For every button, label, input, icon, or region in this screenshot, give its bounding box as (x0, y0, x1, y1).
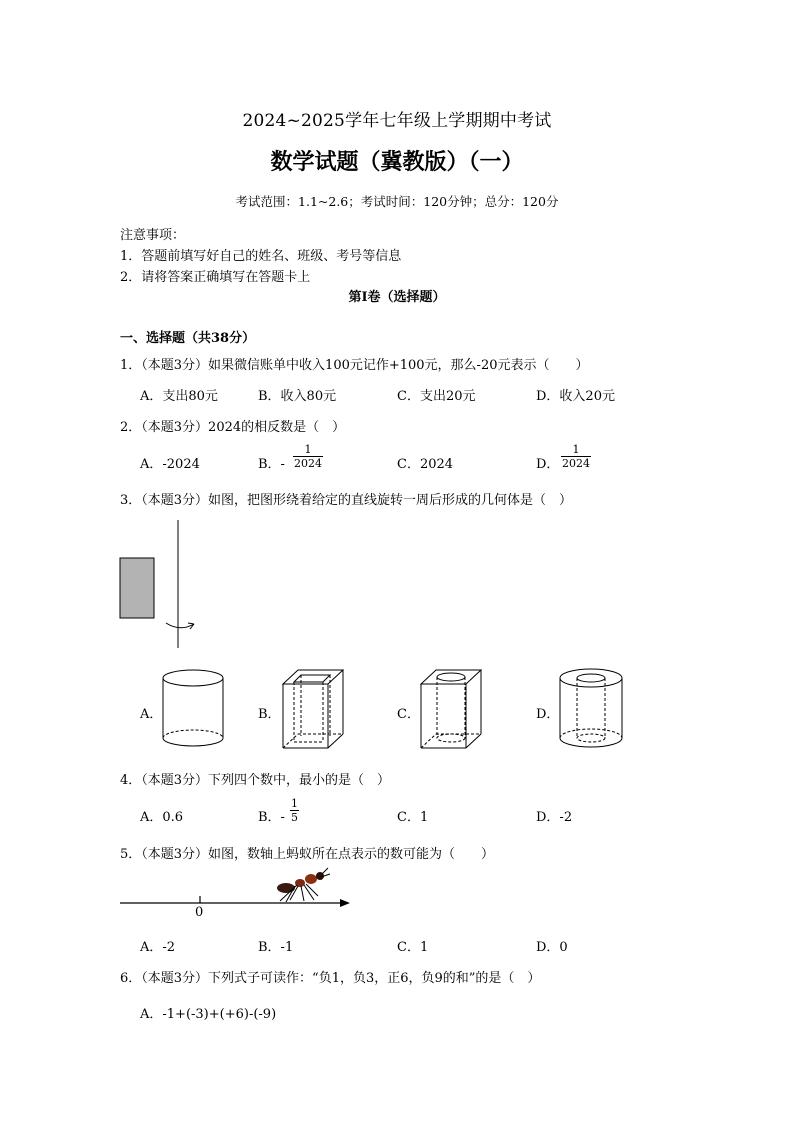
option-b: B．-1 (258, 940, 294, 955)
option-d: D．收入20元 (536, 389, 615, 404)
volume-title: 第I卷（选择题） (348, 290, 446, 305)
fraction-b (293, 443, 323, 470)
hollow-cylinder-figure (556, 666, 628, 754)
option-a: A．支出80元 (140, 389, 218, 404)
option-c: C． (397, 707, 420, 722)
option-b: B．- (258, 810, 285, 825)
question-stem: 6．（本题3分）下列式子可读作：“负1，负3，正6，负9的和”的是（ ） (120, 971, 541, 986)
shaded-rectangle (120, 558, 154, 618)
fraction-numerator: 1 (572, 443, 580, 456)
option-a: A．0.6 (140, 810, 184, 825)
question-stem: 4．（本题3分）下列四个数中，最小的是（ ） (120, 773, 391, 788)
option-d: D． (536, 707, 560, 722)
question-stem: 2．（本题3分）2024的相反数是（ ） (120, 420, 346, 435)
option-a: A．-2 (140, 940, 176, 955)
exam-title: 2024~2025学年七年级上学期期中考试 (242, 111, 552, 131)
rotation-figure (110, 520, 210, 655)
fraction-numerator: 1 (304, 443, 312, 456)
option-b: B． (258, 707, 281, 722)
option-c: C．1 (397, 940, 429, 955)
fraction-numerator: 1 (291, 797, 298, 810)
option-b: B．收入80元 (258, 389, 337, 404)
question-stem: 5．（本题3分）如图，数轴上蚂蚁所在点表示的数可能为（ ） (120, 847, 495, 862)
origin-label: 0 (195, 905, 204, 920)
exam-info: 考试范围：1.1~2.6；考试时间：120分钟；总分：120分 (235, 194, 559, 209)
option-d: D．0 (536, 940, 568, 955)
note-item: 1．答题前填写好自己的姓名、班级、考号等信息 (120, 249, 402, 264)
fraction-denominator: 2024 (562, 457, 590, 470)
fraction-denominator: 2024 (294, 457, 322, 470)
round-hole-prism-figure (416, 664, 486, 754)
option-a: A．-1+(-3)+(+6)-(-9) (140, 1007, 277, 1022)
section-title: 一、选择题（共38分） (120, 331, 256, 346)
option-c: C．2024 (397, 457, 454, 472)
square-hole-prism-figure (278, 664, 348, 754)
option-c: C．1 (397, 810, 429, 825)
ant-icon (277, 868, 330, 902)
exam-subject: 数学试题（冀教版）（一） (270, 150, 524, 175)
question-stem: 1．（本题3分）如果微信账单中收入100元记作+100元，那么-20元表示（ ） (120, 358, 589, 373)
option-d: D． (536, 457, 560, 472)
fraction-d (561, 443, 591, 470)
option-a: A．-2024 (140, 457, 200, 472)
fraction-b (290, 797, 299, 824)
cylinder-figure (160, 668, 230, 753)
fraction-denominator: 5 (291, 811, 298, 824)
notes-heading: 注意事项： (120, 228, 186, 243)
number-line-figure (118, 866, 358, 922)
option-b: B．- (258, 457, 285, 472)
option-a: A． (140, 707, 163, 722)
axis-arrow-icon (340, 899, 350, 907)
option-c: C．支出20元 (397, 389, 476, 404)
option-d: D．-2 (536, 810, 573, 825)
note-item: 2．请将答案正确填写在答题卡上 (120, 270, 311, 285)
question-stem: 3．（本题3分）如图，把图形绕着给定的直线旋转一周后形成的几何体是（ ） (120, 493, 573, 508)
